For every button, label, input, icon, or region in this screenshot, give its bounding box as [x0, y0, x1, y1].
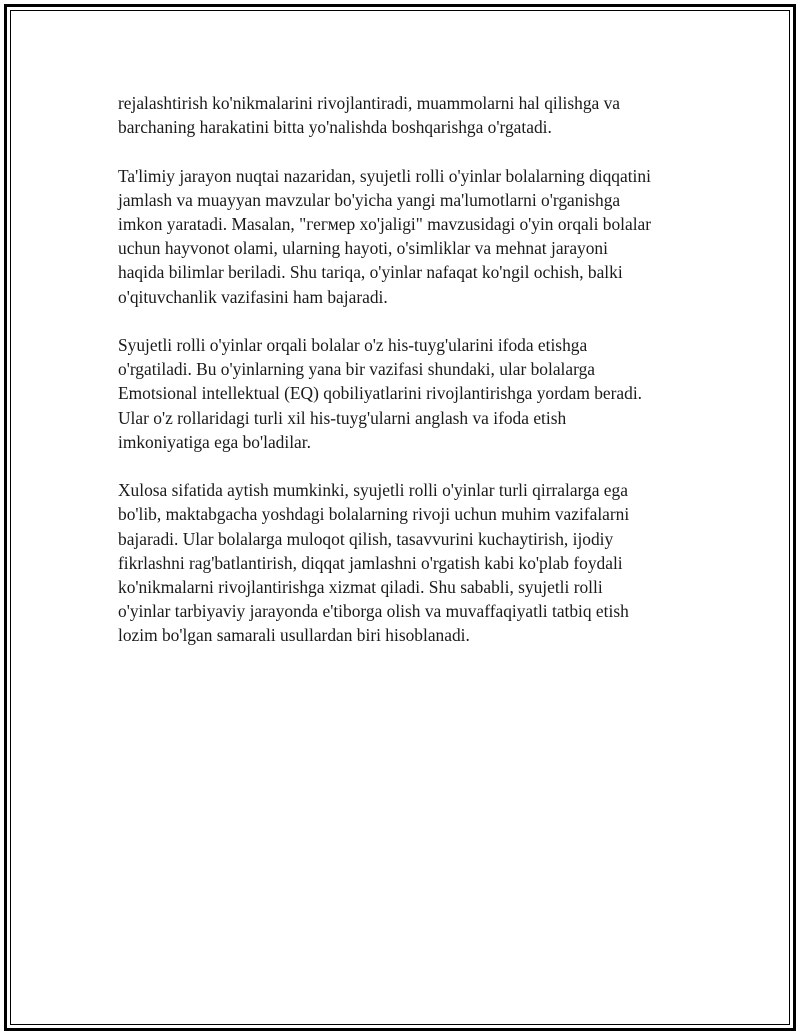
text-line: jamlash va muayyan mavzular bo'yicha yangi ma'lumotlarni o'rganishga — [118, 189, 621, 210]
text-line: Ular o'z rollaridagi turli xil his-tuyg'ularni anglash va ifoda etish — [118, 407, 567, 428]
text-line: o'qituvchanlik vazifasini ham bajaradi. — [118, 286, 388, 307]
text-line: uchun hayvonot olami, ularning hayoti, o'simliklar va mehnat jarayoni — [118, 238, 608, 259]
text-line: barchaning harakatini bitta yo'nalishda boshqarishga o'rgatadi. — [118, 117, 552, 138]
text-line: rejalashtirish ko'nikmalarini rivojlantiradi, muammolarni hal qilishga va — [118, 93, 621, 113]
text-line: bo'lib, maktabgacha yoshdagi bolalarning rivoji uchun muhim vazifalarni — [118, 504, 630, 525]
text-line: Ta'limiy jarayon nuqtai nazaridan, syujetli rolli o'yinlar bolalarning diqqatini — [118, 165, 651, 186]
text-line: bajaradi. Ular bolalarga muloqot qilish, tasavvurini kuchaytirish, ijodiy — [118, 528, 614, 549]
text-line: fikrlashni rag'batlantirish, diqqat jamlashni o'rgatish kabi ko'plab foydali — [118, 552, 623, 573]
text-line: lozim bo'lgan samarali usullardan biri hisoblanadi. — [118, 625, 470, 646]
text-line: haqida bilimlar beriladi. Shu tariqa, o'yinlar nafaqat ko'ngil ochish, balki — [118, 262, 623, 283]
paragraph-educational-process — [118, 164, 698, 309]
paragraph-conclusion — [118, 478, 698, 647]
text-line: o'yinlar tarbiyaviy jarayonda e'tiborga olish va muvaffaqiyatli tatbiq etish — [118, 601, 629, 622]
text-line: imkon yaratadi. Masalan, "гегмер xo'jaligi" mavzusidagi o'yin orqali bolalar — [118, 214, 652, 234]
text-line: o'rgatiladi. Bu o'yinlarning yana bir vazifasi shundaki, ular bolalarga — [118, 359, 595, 380]
text-line: Xulosa sifatida aytish mumkinki, syujetli rolli o'yinlar turli qirralarga ega — [118, 480, 628, 501]
text-line: Emotsional intellektual (EQ) qobiliyatlarini rivojlantirishga yordam beradi. — [118, 383, 643, 404]
text-line: ko'nikmalarni rivojlantirishga xizmat qiladi. Shu sababli, syujetli rolli — [118, 577, 603, 598]
document-body — [118, 91, 698, 672]
paragraph-emotional-expression — [118, 333, 698, 454]
text-line: imkoniyatiga ega bo'ladilar. — [118, 431, 311, 452]
paragraph-planning-skills — [118, 91, 698, 139]
text-line: Syujetli rolli o'yinlar orqali bolalar o'z his-tuyg'ularini ifoda etishga — [118, 335, 588, 355]
